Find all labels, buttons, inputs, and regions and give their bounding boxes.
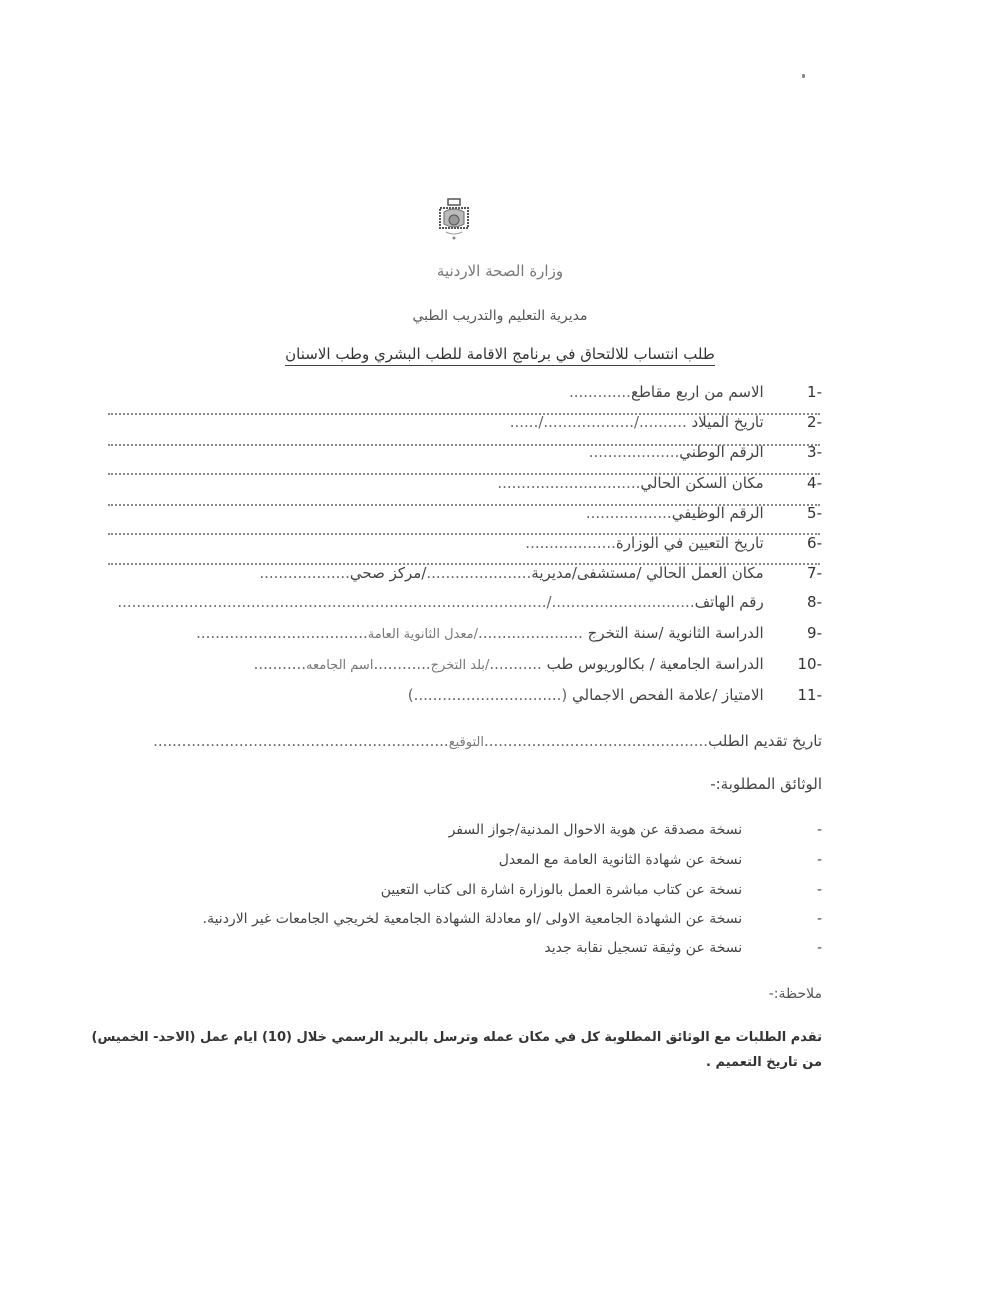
documents-heading: الوثائق المطلوبة:- <box>710 775 822 793</box>
note-heading: ملاحظة:- <box>768 986 822 1002</box>
field-number: -6 <box>807 534 822 552</box>
field-number: -3 <box>807 443 822 461</box>
field-sublabel: /مركز صحي <box>349 564 427 582</box>
document-item <box>102 882 822 898</box>
field-11[interactable] <box>102 686 822 712</box>
fill-dots: (...............................) <box>407 686 573 704</box>
fill-dots: ...................... <box>478 624 588 642</box>
fill-dots: ........... <box>253 655 307 673</box>
document-item <box>102 911 822 927</box>
form-title-text: طلب انتساب للالتحاق في برنامج الاقامة للطب البشري وطب الاسنان <box>285 345 715 366</box>
bullet-dash: - <box>816 940 822 956</box>
field-label: الاسم من اربع مقاطع <box>630 383 764 401</box>
field-10[interactable] <box>102 655 822 681</box>
field-label: تاريخ الميلاد <box>691 413 764 431</box>
field-4[interactable] <box>102 474 822 500</box>
field-sublabel: /بلد التخرج <box>430 658 490 673</box>
document-item <box>102 822 822 838</box>
field-number: -2 <box>807 413 822 431</box>
date-dots: ............................................... <box>483 732 709 750</box>
field-label: الرقم الوطني <box>679 443 764 461</box>
field-2[interactable] <box>102 413 822 439</box>
department-name: مديرية التعليم والتدريب الطبي <box>412 308 588 324</box>
field-number: -11 <box>797 686 822 704</box>
field-label: مكان العمل الحالي /مستشفى/مديرية <box>531 564 764 582</box>
document-text: نسخة عن وثيقة تسجيل نقابة جديد <box>544 940 743 956</box>
bullet-dash: - <box>816 882 822 898</box>
form-title <box>0 345 1000 363</box>
field-label: مكان السكن الحالي <box>640 474 764 492</box>
field-5[interactable] <box>102 504 822 530</box>
submission-date-label: تاريخ تقديم الطلب <box>708 732 822 750</box>
field-sublabel: اسم الجامعه <box>306 658 374 673</box>
fill-dots: .................................... <box>196 624 368 642</box>
field-label: الامتياز /علامة الفحص الاجمالي <box>572 686 764 704</box>
ministry-name: وزارة الصحة الاردنية <box>436 262 564 280</box>
signature-dots: .............................................................. <box>153 732 449 750</box>
field-number: -5 <box>807 504 822 522</box>
field-9[interactable] <box>102 624 822 650</box>
document-text: نسخة عن كتاب مباشرة العمل بالوزارة اشارة الى كتاب التعيين <box>380 882 743 898</box>
document-text: نسخة عن الشهادة الجامعية الاولى /او معادلة الشهادة الجامعية لخريجي الجامعات غير الاردنية. <box>202 911 743 927</box>
field-8[interactable] <box>102 593 822 619</box>
fill-dots: ........... <box>489 655 547 673</box>
field-number: -8 <box>807 593 822 611</box>
fill-dots: ............................../.......................................................................................... <box>117 593 695 611</box>
field-3[interactable] <box>102 443 822 469</box>
field-number: -7 <box>807 564 822 582</box>
bullet-dash: - <box>816 822 822 838</box>
bullet-dash: - <box>816 852 822 868</box>
fill-dots: ............ <box>373 655 431 673</box>
field-label: الرقم الوظيفي <box>671 504 764 522</box>
fill-dots: ................... <box>525 534 616 552</box>
fill-dots: ................... <box>259 564 350 582</box>
field-1[interactable] <box>102 383 822 409</box>
submission-row[interactable] <box>102 732 822 758</box>
date-dots: ........../.................../...... <box>509 413 692 431</box>
field-6[interactable] <box>102 534 822 560</box>
document-text: نسخة مصدقة عن هوية الاحوال المدنية/جواز السفر <box>448 822 743 838</box>
document-item <box>102 852 822 868</box>
document-item <box>102 940 822 956</box>
field-label: رقم الهاتف <box>694 593 764 611</box>
fill-dots: .............................. <box>497 474 641 492</box>
field-number: -10 <box>797 655 822 673</box>
field-label: الدراسة الثانوية /سنة التخرج <box>587 624 764 642</box>
document-text: نسخة عن شهادة الثانوية العامة مع المعدل <box>498 852 743 868</box>
coat-of-arms-emblem <box>436 198 472 242</box>
signature-label: التوقيع <box>448 735 484 750</box>
field-7[interactable] <box>102 564 822 590</box>
bullet-dash: - <box>816 911 822 927</box>
field-number: -1 <box>807 383 822 401</box>
field-label: الدراسة الجامعية / بكالوريوس طب <box>546 655 764 673</box>
field-sublabel: /معدل الثانوية العامة <box>367 627 478 642</box>
scan-speck <box>802 74 805 78</box>
fill-dots: ............. <box>568 383 631 401</box>
fill-dots: ................... <box>588 443 680 461</box>
field-number: -9 <box>807 624 822 642</box>
field-label: تاريخ التعيين في الوزارة <box>615 534 764 552</box>
fill-dots: ...................... <box>426 564 532 582</box>
fill-dots: .................. <box>585 504 672 522</box>
field-number: -4 <box>807 474 822 492</box>
note-line-2: من تاريخ التعميم . <box>706 1055 822 1070</box>
note-line-1: تقدم الطلبات مع الوثائق المطلوبة كل في مكان عمله وترسل بالبريد الرسمي خلال (10) ايام عمل (الاحد- الخميس) <box>91 1030 822 1045</box>
